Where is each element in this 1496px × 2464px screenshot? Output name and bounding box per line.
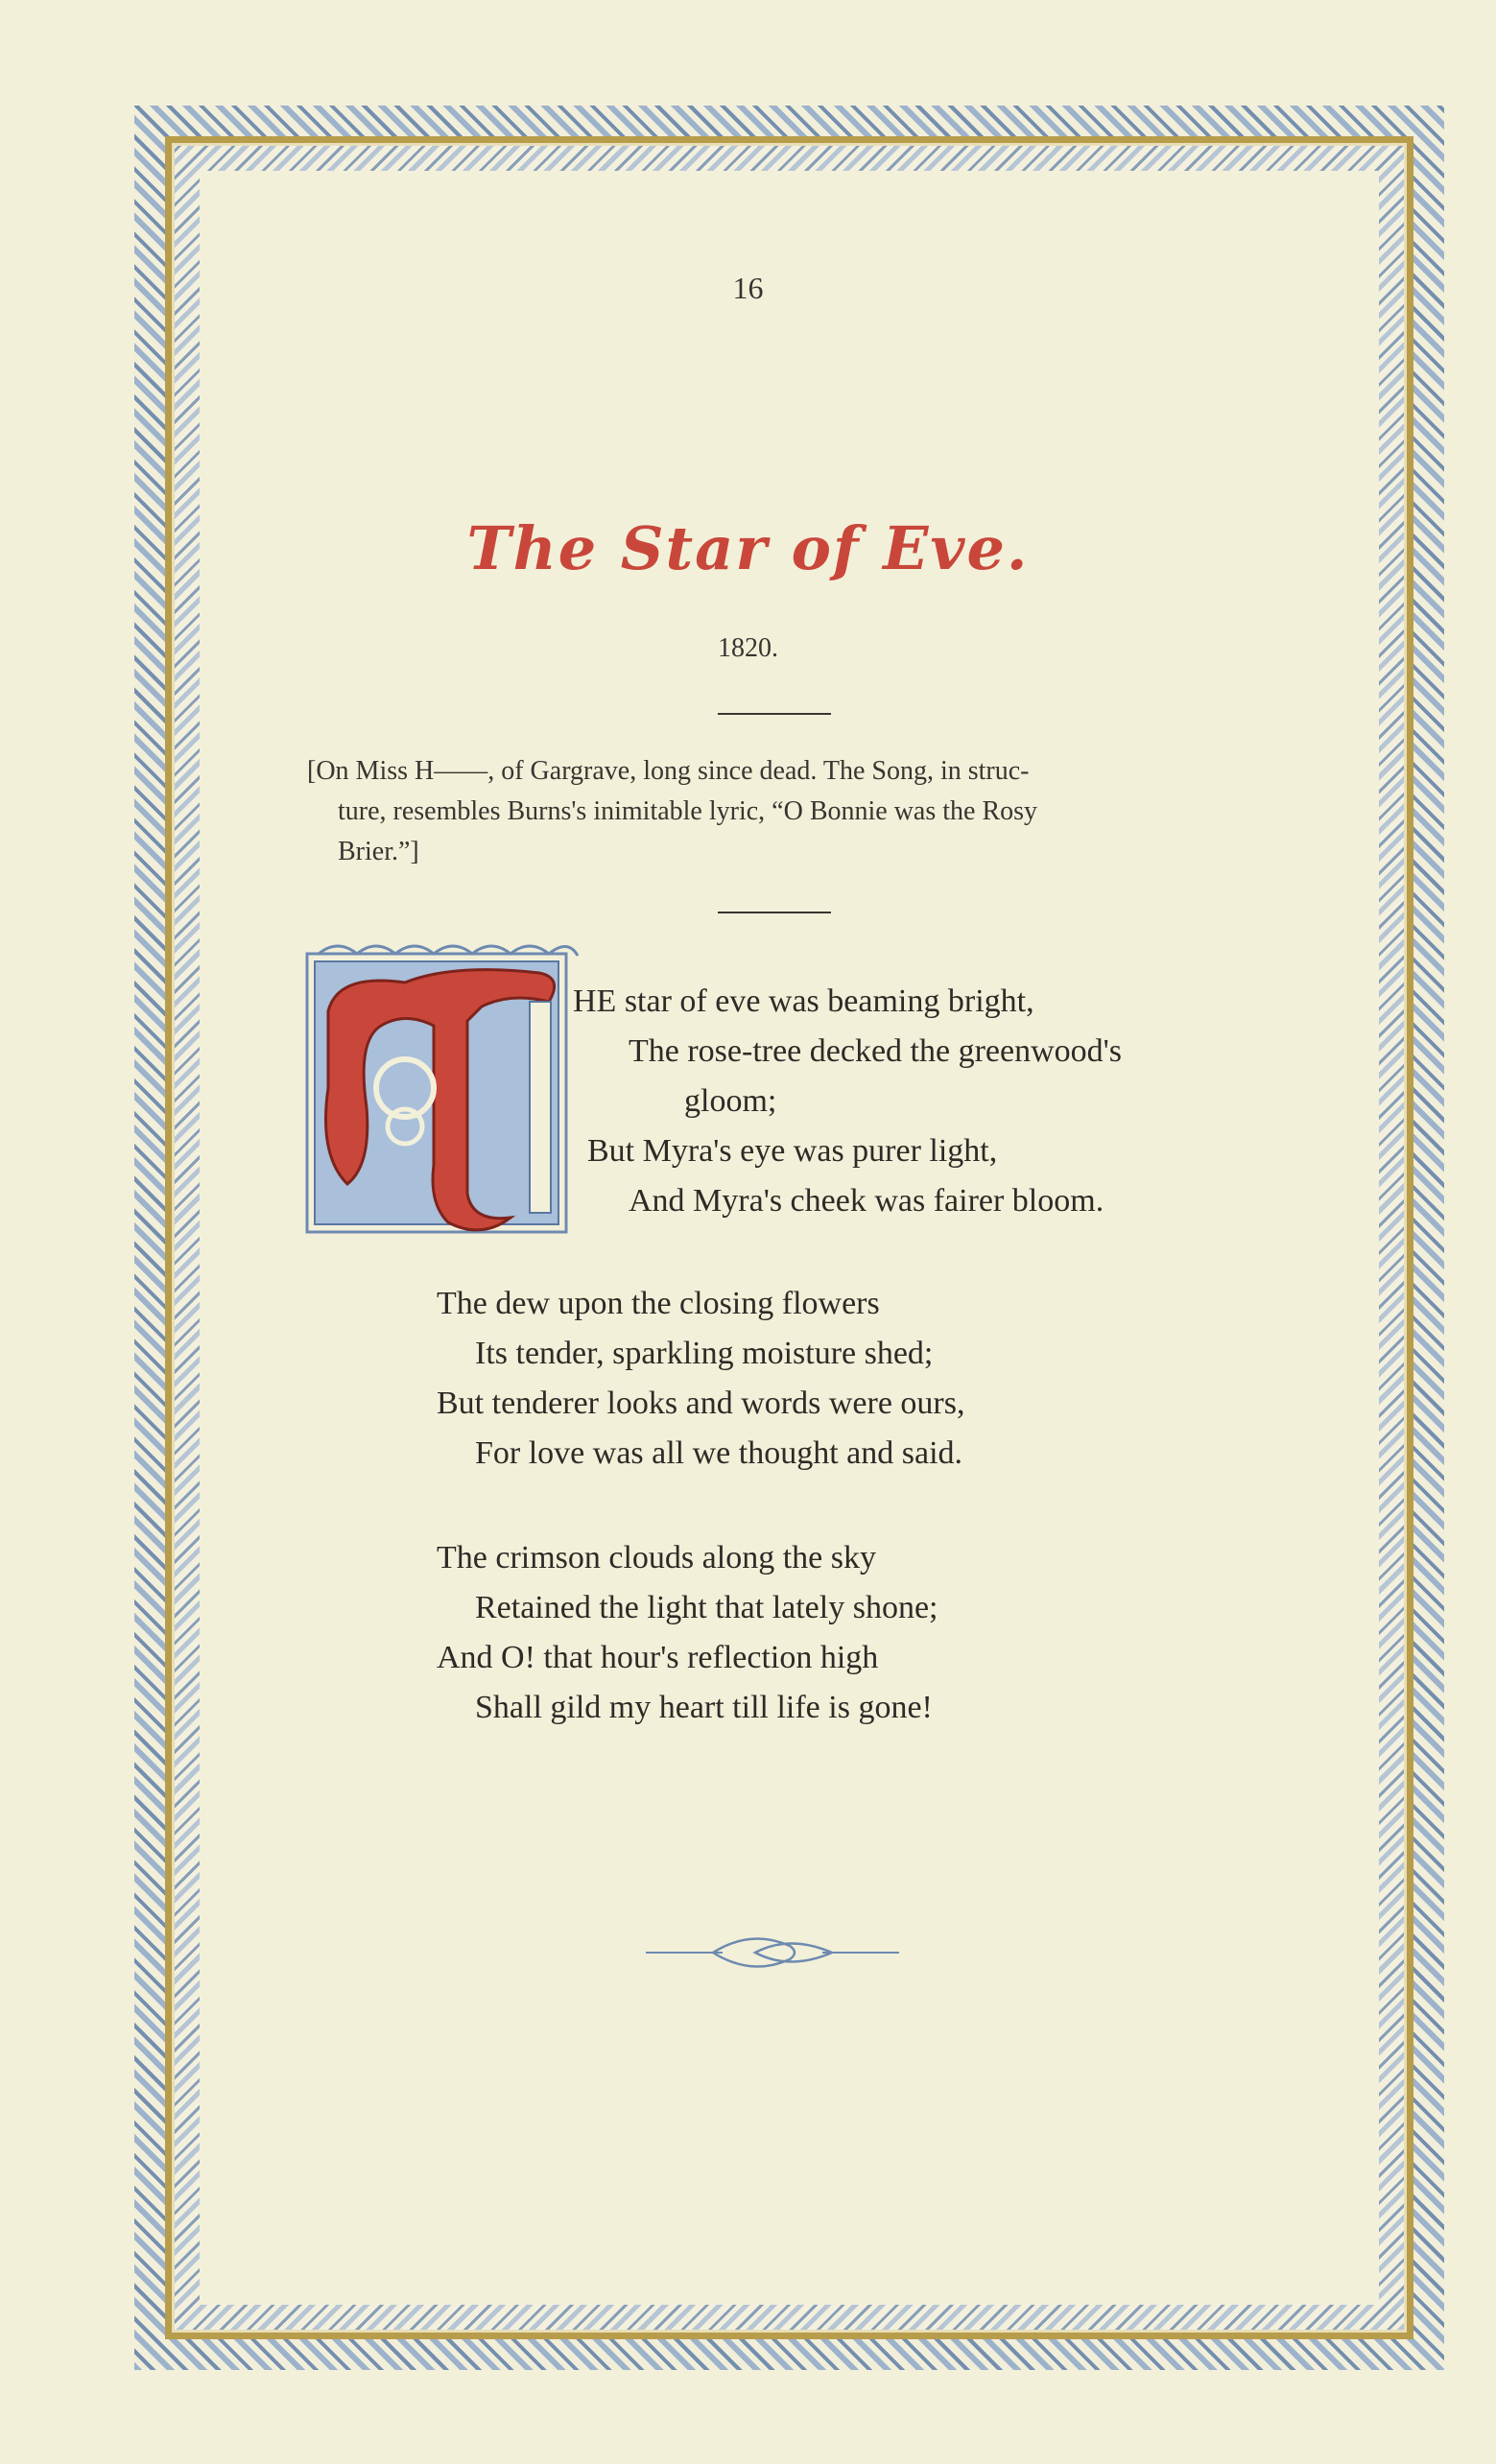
note-line-1: [On Miss H——, of Gargrave, long since dead. The Song, in struc- xyxy=(307,756,1030,786)
stanza-3-line-2: Retained the light that lately shone; xyxy=(475,1590,938,1625)
poem-title: The Star of Eve. xyxy=(466,513,1030,583)
stanza-1-line-3: gloom; xyxy=(684,1083,777,1119)
stanza-2-line-1: The dew upon the closing flowers xyxy=(437,1286,880,1321)
stanza-3-line-1: The crimson clouds along the sky xyxy=(437,1540,876,1576)
stanza-3-line-4: Shall gild my heart till life is gone! xyxy=(475,1690,933,1725)
stanza-2-line-2: Its tender, sparkling moisture shed; xyxy=(475,1336,934,1371)
divider-rule-top xyxy=(718,713,831,715)
stanza-1-line-2: The rose-tree decked the greenwood's xyxy=(629,1033,1123,1069)
divider-rule-bottom xyxy=(718,912,831,913)
stanza-1-line-1: HE star of eve was beaming bright, xyxy=(573,983,1034,1019)
note-line-2: ture, resembles Burns's inimitable lyric, “O Bonnie was the Rosy xyxy=(338,796,1038,826)
stanza-1-line-4: But Myra's eye was purer light, xyxy=(587,1133,998,1169)
stanza-2-line-4: For love was all we thought and said. xyxy=(475,1435,963,1471)
stanza-2-line-3: But tenderer looks and words were ours, xyxy=(437,1386,965,1421)
drop-cap-letter: T xyxy=(299,935,300,936)
illuminated-drop-cap xyxy=(299,935,582,1240)
tailpiece-ornament xyxy=(646,1929,899,1977)
stanza-3-line-3: And O! that hour's reflection high xyxy=(437,1640,879,1675)
page-number: 16 xyxy=(732,271,764,305)
poem-year: 1820. xyxy=(718,633,778,663)
note-line-3: Brier.”] xyxy=(338,837,419,866)
stanza-1-line-5: And Myra's cheek was fairer bloom. xyxy=(629,1183,1104,1219)
editorial-note xyxy=(307,751,1257,872)
